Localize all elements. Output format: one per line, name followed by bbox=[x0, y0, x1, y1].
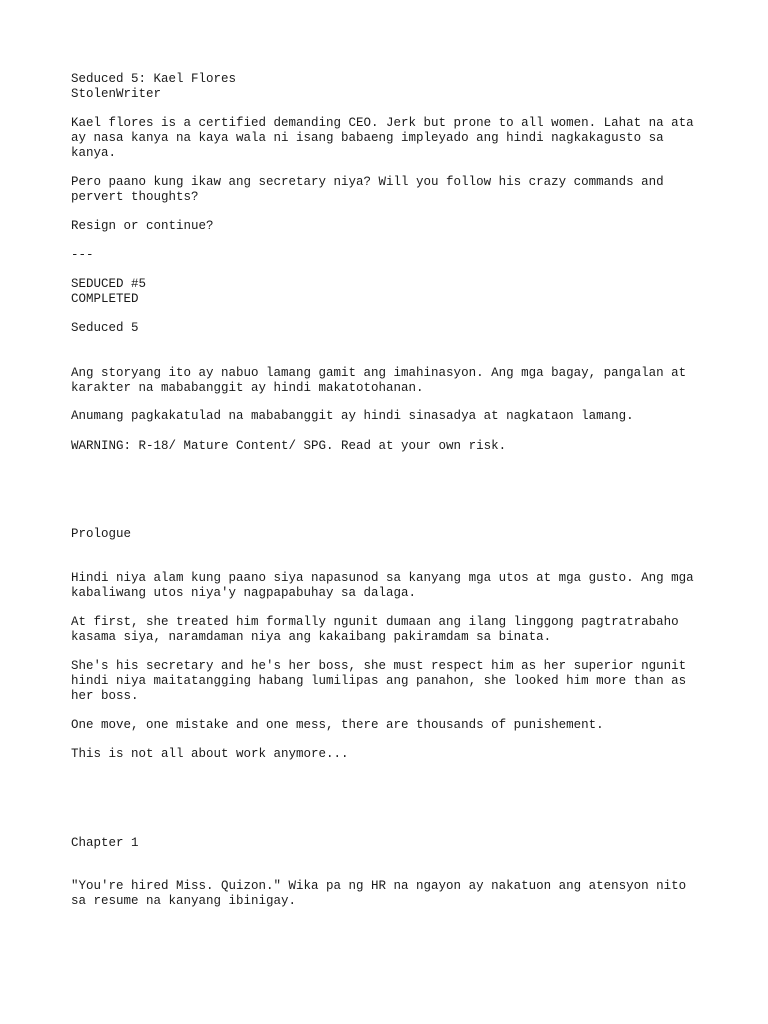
disclaimer-paragraph-1: Ang storyang ito ay nabuo lamang gamit ang imahinasyon. Ang mga bagay, pangalan at karakter na mababanggit ay hindi makatotohanan. bbox=[71, 366, 687, 395]
chapter-paragraph-1: "You're hired Miss. Quizon." Wika pa ng HR na ngayon ay nakatuon ang atensyon nito sa resume na kanyang ibinigay. bbox=[71, 879, 687, 908]
blurb-paragraph-3: Resign or continue? bbox=[71, 219, 214, 233]
section-heading-seduced: Seduced 5 bbox=[71, 321, 139, 335]
prologue-heading: Prologue bbox=[71, 527, 132, 541]
status-line: COMPLETED bbox=[71, 292, 139, 306]
blurb-paragraph-1: Kael flores is a certified demanding CEO. Jerk but prone to all women. Lahat na ata ay nasa kanya na kaya wala ni isang babaeng impleyado ang hindi nagkakagusto sa kanya. bbox=[71, 116, 694, 160]
separator: --- bbox=[71, 248, 94, 262]
chapter-heading: Chapter 1 bbox=[71, 836, 139, 850]
story-title: Seduced 5: Kael Flores bbox=[71, 72, 237, 86]
prologue-paragraph-4: One move, one mistake and one mess, there are thousands of punishement. bbox=[71, 718, 604, 732]
series-line: SEDUCED #5 bbox=[71, 277, 147, 291]
prologue-paragraph-5: This is not all about work anymore... bbox=[71, 747, 349, 761]
author-name: StolenWriter bbox=[71, 87, 162, 101]
blurb-paragraph-2: Pero paano kung ikaw ang secretary niya? Will you follow his crazy commands and pervert thoughts? bbox=[71, 175, 664, 204]
prologue-paragraph-2: At first, she treated him formally ngunit dumaan ang ilang linggong pagtratrabaho kasama siya, naramdaman niya ang kakaibang pakiramdam sa binata. bbox=[71, 615, 679, 644]
warning-line: WARNING: R-18/ Mature Content/ SPG. Read at your own risk. bbox=[71, 439, 507, 453]
disclaimer-paragraph-2: Anumang pagkakatulad na mababanggit ay hindi sinasadya at nagkataon lamang. bbox=[71, 409, 634, 423]
prologue-paragraph-1: Hindi niya alam kung paano siya napasunod sa kanyang mga utos at mga gusto. Ang mga kabaliwang utos niya'y nagpapabuhay sa dalaga. bbox=[71, 571, 694, 600]
prologue-paragraph-3: She's his secretary and he's her boss, she must respect him as her superior ngunit hindi niya maitatangging habang lumilipas ang panahon, she looked him more than as her boss. bbox=[71, 659, 687, 703]
